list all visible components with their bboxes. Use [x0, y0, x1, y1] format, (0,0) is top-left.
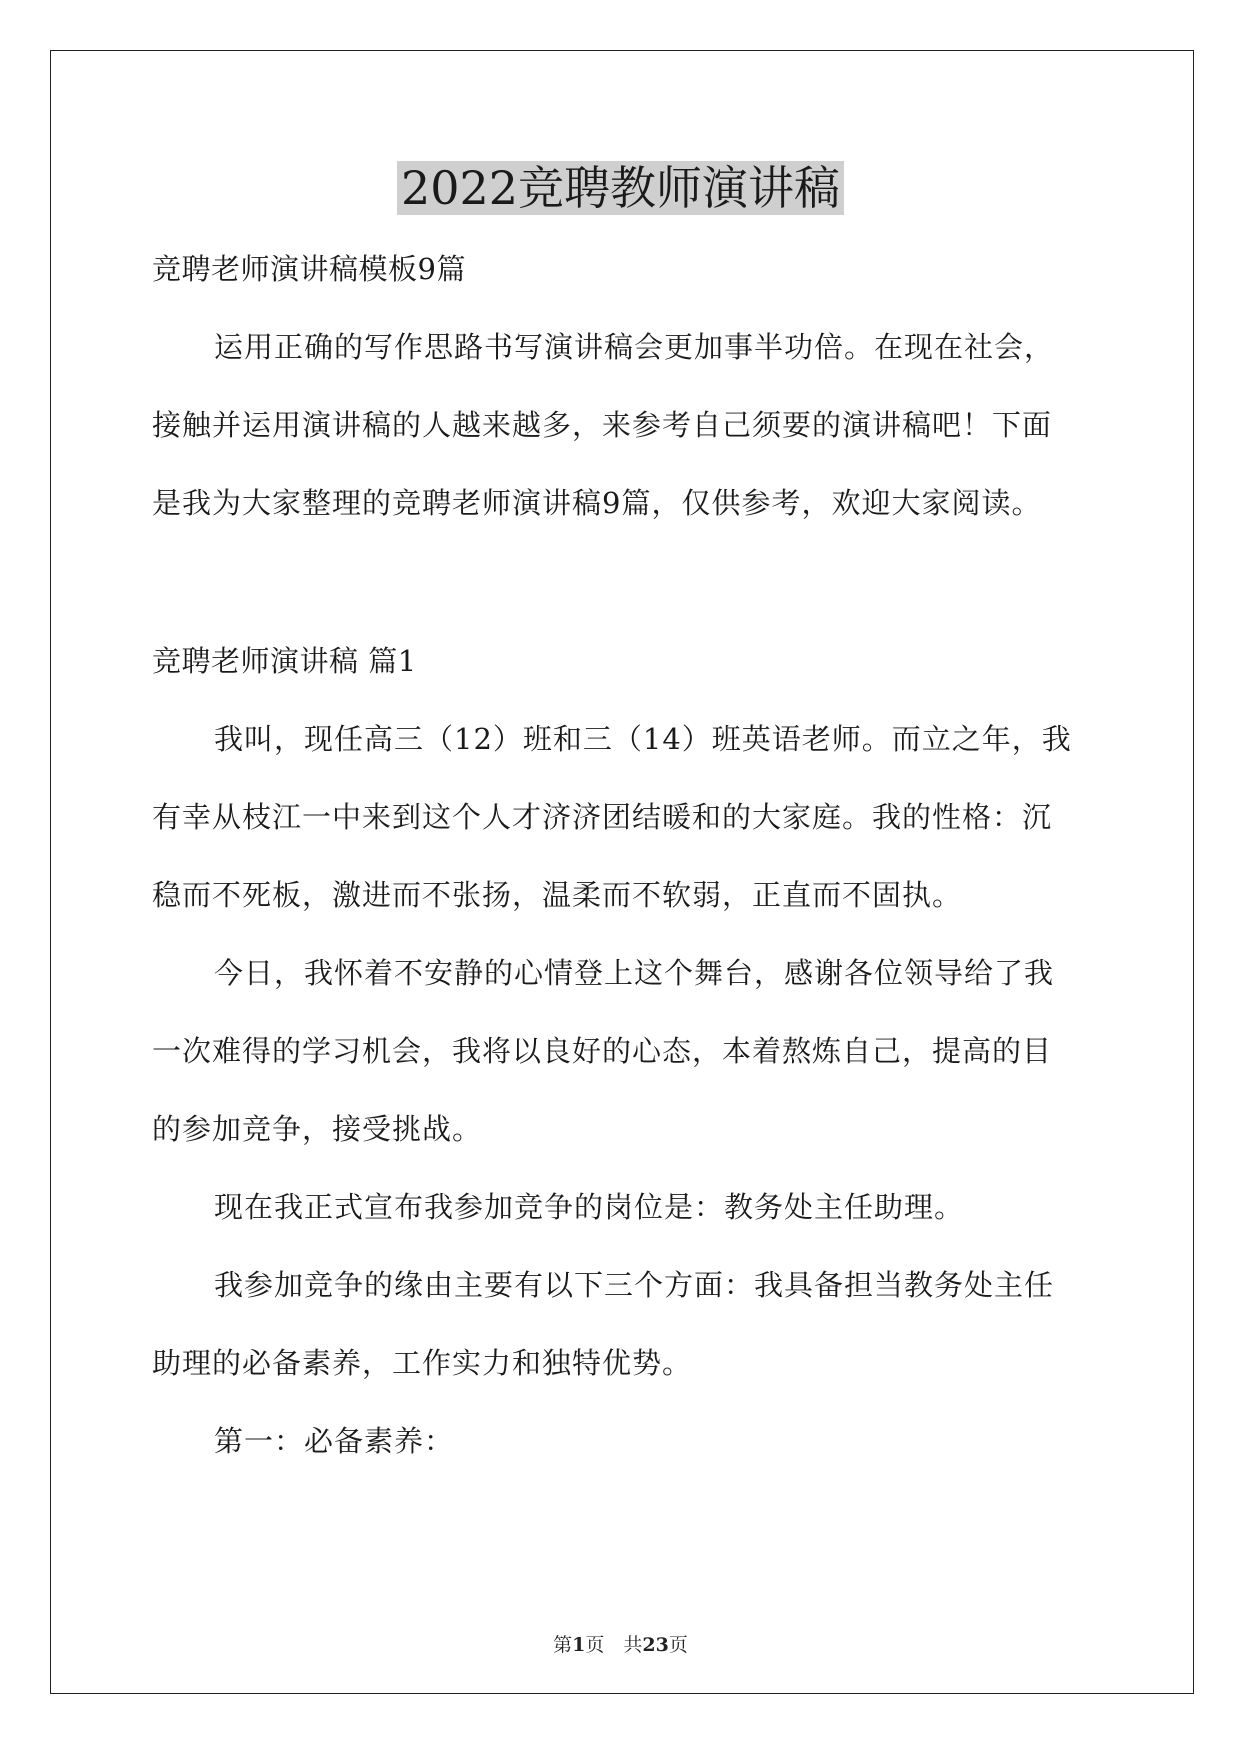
- subtitle: 竞聘老师演讲稿模板9篇: [152, 252, 466, 286]
- paragraph-line: 稳而不死板，激进而不张扬，温柔而不软弱，正直而不固执。: [152, 878, 963, 912]
- paragraph-line: 的参加竞争，接受挑战。: [152, 1112, 483, 1146]
- intro-line: 是我为大家整理的竞聘老师演讲稿9篇，仅供参考，欢迎大家阅读。: [152, 486, 1042, 520]
- paragraph-line: 我参加竞争的缘由主要有以下三个方面：我具备担当教务处主任: [214, 1268, 1055, 1302]
- spacer: [152, 542, 1094, 622]
- paragraph-line: 有幸从枝江一中来到这个人才济济团结暖和的大家庭。我的性格：沉: [152, 800, 1053, 834]
- footer-total-pages: 23: [642, 1634, 669, 1656]
- section-heading: 竞聘老师演讲稿 篇1: [152, 644, 417, 678]
- page-footer: [0, 1630, 1241, 1657]
- paragraph-line: 助理的必备素养，工作实力和独特优势。: [152, 1346, 693, 1380]
- title-text: 2022竞聘教师演讲稿: [397, 161, 844, 215]
- footer-suffix: 页: [668, 1634, 688, 1656]
- paragraph-line: 第一：必备素养：: [214, 1424, 455, 1458]
- footer-middle: 页 共: [585, 1634, 643, 1656]
- footer-prefix: 第: [553, 1634, 573, 1656]
- paragraph-line: 我叫，现任高三（12）班和三（14）班英语老师。而立之年，我: [214, 722, 1072, 756]
- footer-page-number: 1: [572, 1634, 586, 1656]
- intro-line: 接触并运用演讲稿的人越来越多，来参考自己须要的演讲稿吧！下面: [152, 408, 1053, 442]
- paragraph-line: 今日，我怀着不安静的心情登上这个舞台，感谢各位领导给了我: [214, 956, 1055, 990]
- document-title: [0, 160, 1241, 216]
- intro-line: 运用正确的写作思路书写演讲稿会更加事半功倍。在现在社会，: [214, 330, 1055, 364]
- paragraph-line: 一次难得的学习机会，我将以良好的心态，本着熬炼自己，提高的目: [152, 1034, 1053, 1068]
- paragraph-line: 现在我正式宣布我参加竞争的岗位是：教务处主任助理。: [214, 1190, 965, 1224]
- document-body: [152, 230, 1094, 1480]
